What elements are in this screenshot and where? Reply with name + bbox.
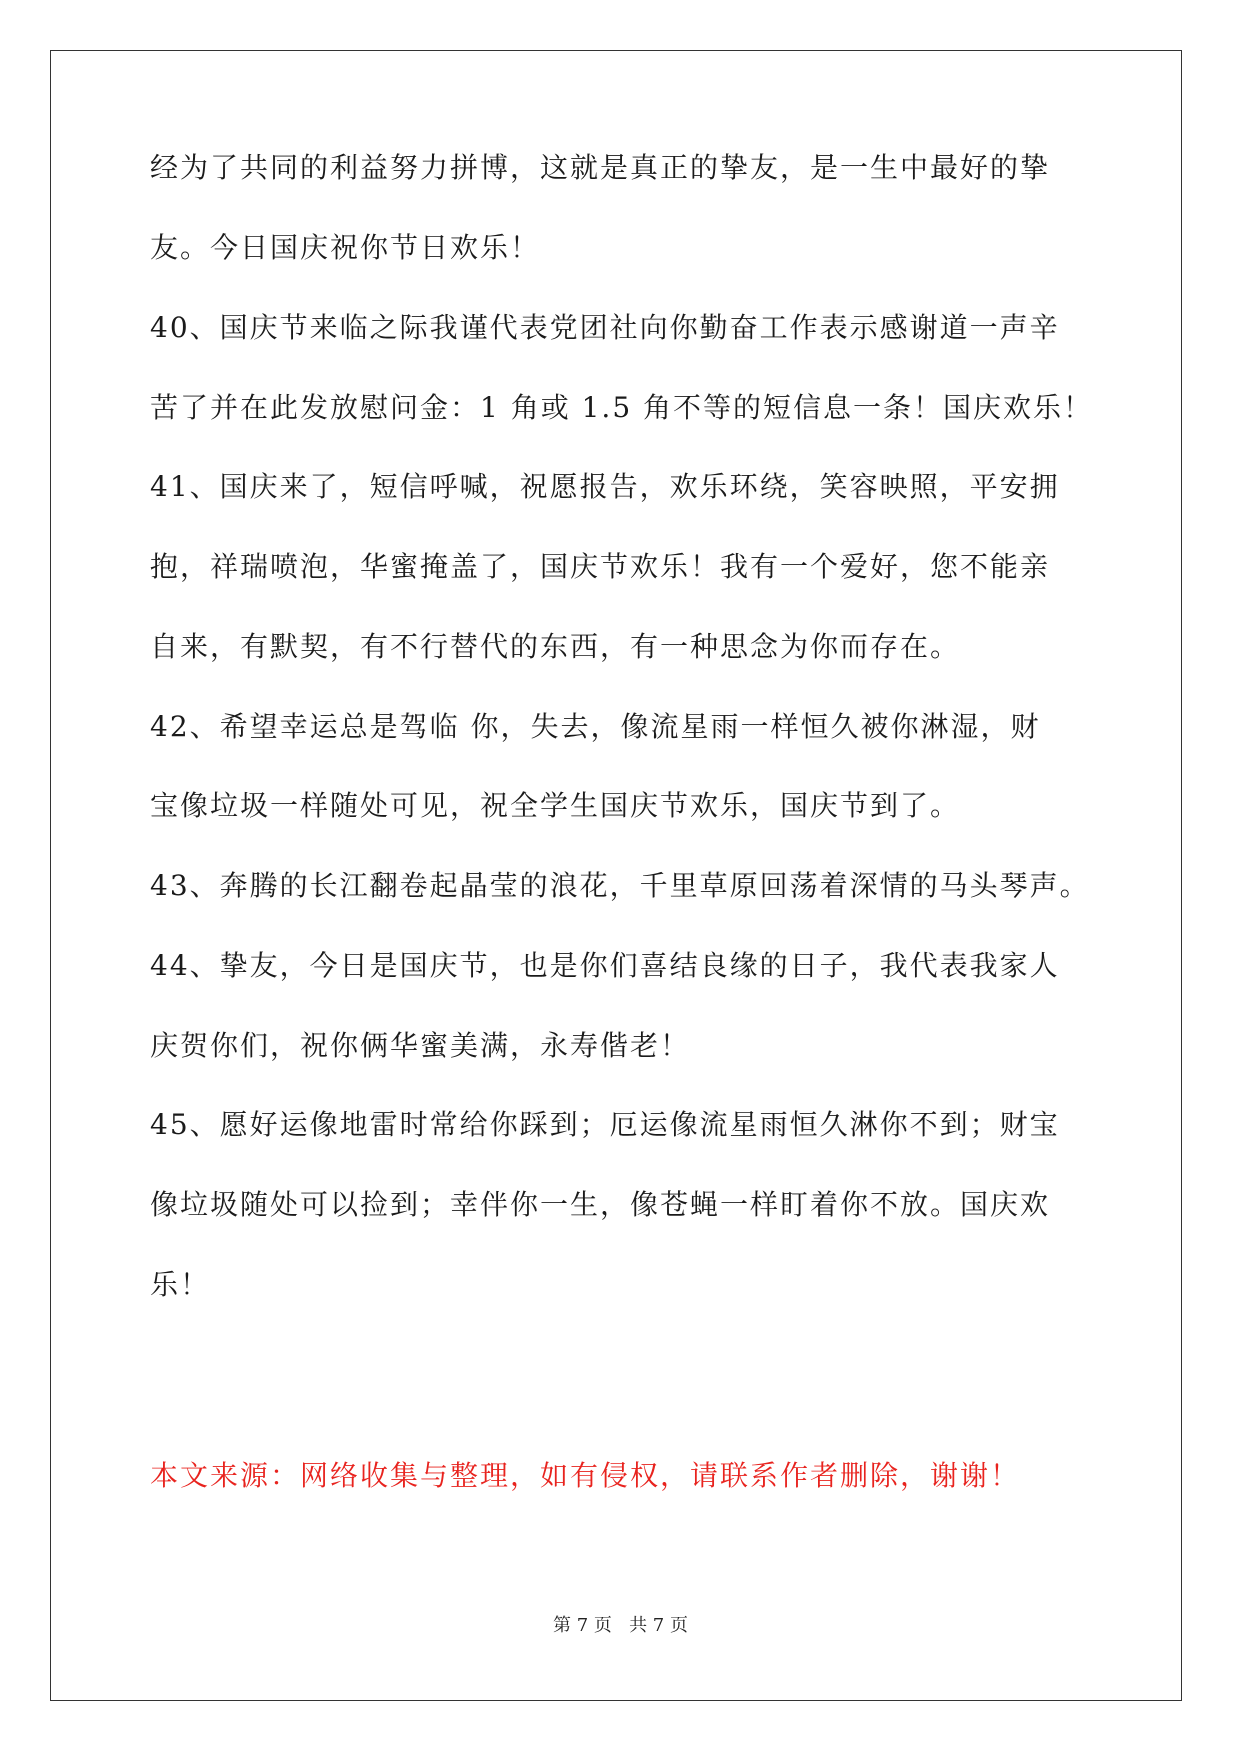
source-note: 本文来源：网络收集与整理，如有侵权，请联系作者删除，谢谢！ <box>150 1459 1021 1492</box>
text-line: 像垃圾随处可以捡到；幸伴你一生，像苍蝇一样盯着你不放。国庆欢 <box>150 1188 1051 1221</box>
text-line: 41、国庆来了，短信呼喊，祝愿报告，欢乐环绕，笑容映照，平安拥 <box>150 470 1060 503</box>
text-line: 40、国庆节来临之际我谨代表党团社向你勤奋工作表示感谢道一声辛 <box>150 311 1060 344</box>
text-line: 42、希望幸运总是驾临 你，失去，像流星雨一样恒久被你淋湿，财 <box>150 710 1041 743</box>
text-line: 经为了共同的利益努力拼博，这就是真正的挚友，是一生中最好的挚 <box>150 151 1051 184</box>
page-footer: 第 7 页 共 7 页 <box>553 1615 688 1636</box>
text-line: 自来，有默契，有不行替代的东西，有一种思念为你而存在。 <box>150 630 961 663</box>
text-line: 苦了并在此发放慰问金：1 角或 1.5 角不等的短信息一条！国庆欢乐！ <box>150 391 1094 424</box>
text-line: 44、挚友，今日是国庆节，也是你们喜结良缘的日子，我代表我家人 <box>150 949 1060 982</box>
text-line: 45、愿好运像地雷时常给你踩到；厄运像流星雨恒久淋你不到；财宝 <box>150 1108 1060 1141</box>
text-line: 宝像垃圾一样随处可见，祝全学生国庆节欢乐，国庆节到了。 <box>150 789 961 822</box>
text-line: 43、奔腾的长江翻卷起晶莹的浪花，千里草原回荡着深情的马头琴声。 <box>150 869 1090 902</box>
text-line: 抱，祥瑞喷泡，华蜜掩盖了，国庆节欢乐！我有一个爱好，您不能亲 <box>150 550 1051 583</box>
text-line: 庆贺你们，祝你俩华蜜美满，永寿偕老！ <box>150 1029 691 1062</box>
text-line: 友。今日国庆祝你节日欢乐！ <box>150 231 541 264</box>
text-line: 乐！ <box>150 1268 211 1301</box>
